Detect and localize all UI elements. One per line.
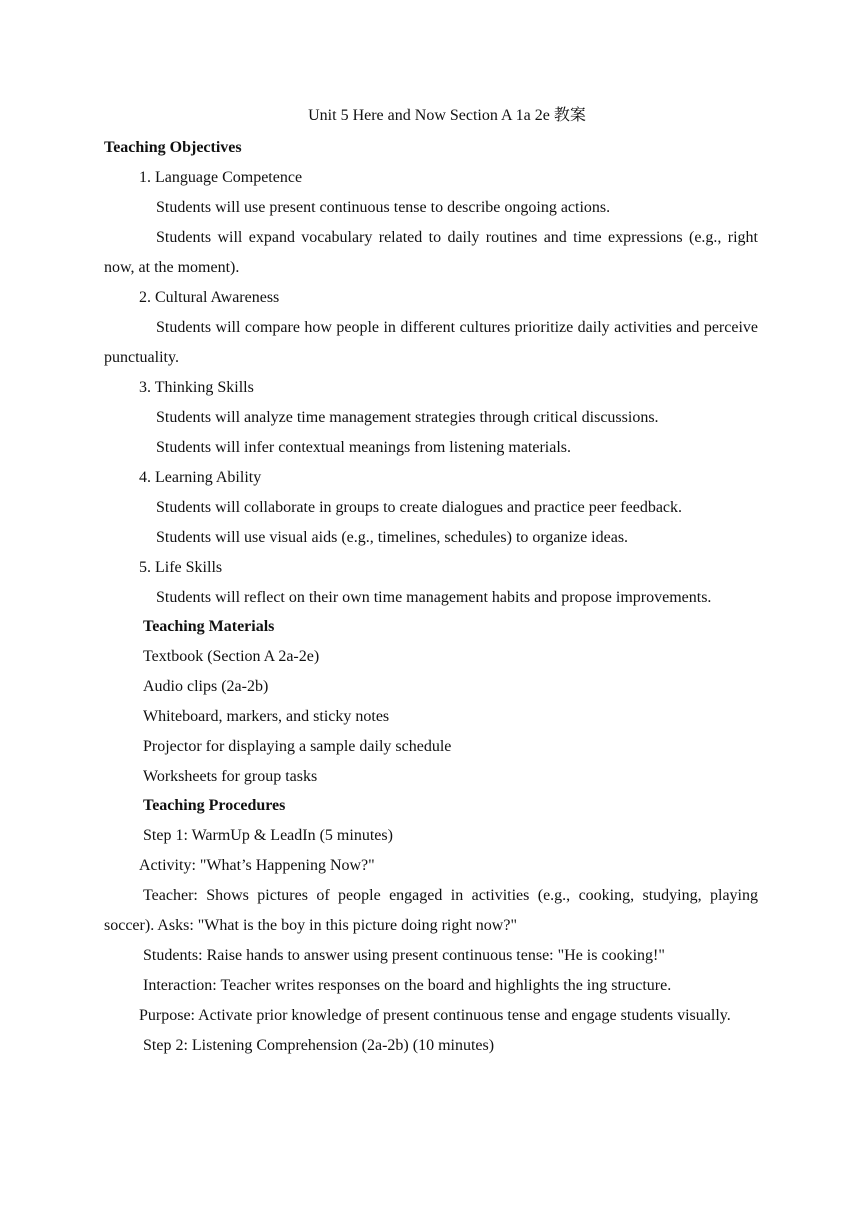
objective-3-text-a: Students will analyze time management strategies through critical discussions. — [156, 409, 659, 426]
objective-3-title: 3. Thinking Skills — [139, 379, 254, 396]
objective-1-title: 1. Language Competence — [139, 169, 303, 186]
procedures-section — [104, 791, 758, 1061]
material-item: Projector for displaying a sample daily schedule — [143, 738, 452, 755]
material-item: Textbook (Section A 2a-2e) — [143, 648, 320, 665]
objective-4-title: 4. Learning Ability — [139, 469, 262, 486]
objective-1-text-a: Students will use present continuous tense to describe ongoing actions. — [156, 199, 611, 216]
materials-section — [104, 612, 758, 792]
objective-2-title: 2. Cultural Awareness — [139, 289, 280, 306]
material-item: Audio clips (2a-2b) — [143, 678, 269, 695]
objective-3-text-b: Students will infer contextual meanings from listening materials. — [156, 439, 572, 456]
procedures-heading: Teaching Procedures — [143, 797, 286, 814]
teacher-line: Teacher: Shows pictures of people engaged in activities (e.g., cooking, studying, playing soccer). Asks: "What is the boy in this picture doing right now?" — [104, 887, 758, 934]
objective-1-text-b: Students will expand vocabulary related to daily routines and time expressions (e.g., right now, at the moment). — [104, 229, 758, 276]
material-item: Whiteboard, markers, and sticky notes — [143, 708, 390, 725]
objective-4-text-a: Students will collaborate in groups to create dialogues and practice peer feedback. — [156, 499, 683, 516]
document-title: Unit 5 Here and Now Section A 1a 2e 教案 — [308, 107, 586, 124]
step-1-title: Step 1: WarmUp & LeadIn (5 minutes) — [143, 827, 393, 844]
objectives-heading: Teaching Objectives — [104, 139, 242, 156]
objective-5-text-a: Students will reflect on their own time management habits and propose improvements. — [156, 589, 712, 606]
activity-line: Activity: "What’s Happening Now?" — [139, 857, 375, 874]
materials-heading: Teaching Materials — [143, 618, 275, 635]
objective-2-text-a: Students will compare how people in different cultures prioritize daily activities and perceive punctuality. — [104, 319, 758, 366]
students-line: Students: Raise hands to answer using present continuous tense: "He is cooking!" — [143, 947, 665, 964]
step-2-title: Step 2: Listening Comprehension (2a-2b) (10 minutes) — [143, 1037, 495, 1054]
objective-5-title: 5. Life Skills — [139, 559, 223, 576]
purpose-line: Purpose: Activate prior knowledge of present continuous tense and engage students visually. — [139, 1007, 731, 1024]
material-item: Worksheets for group tasks — [143, 768, 318, 785]
objective-4-text-b: Students will use visual aids (e.g., timelines, schedules) to organize ideas. — [156, 529, 629, 546]
interaction-line: Interaction: Teacher writes responses on the board and highlights the ing structure. — [143, 977, 672, 994]
objectives-section — [104, 133, 758, 613]
